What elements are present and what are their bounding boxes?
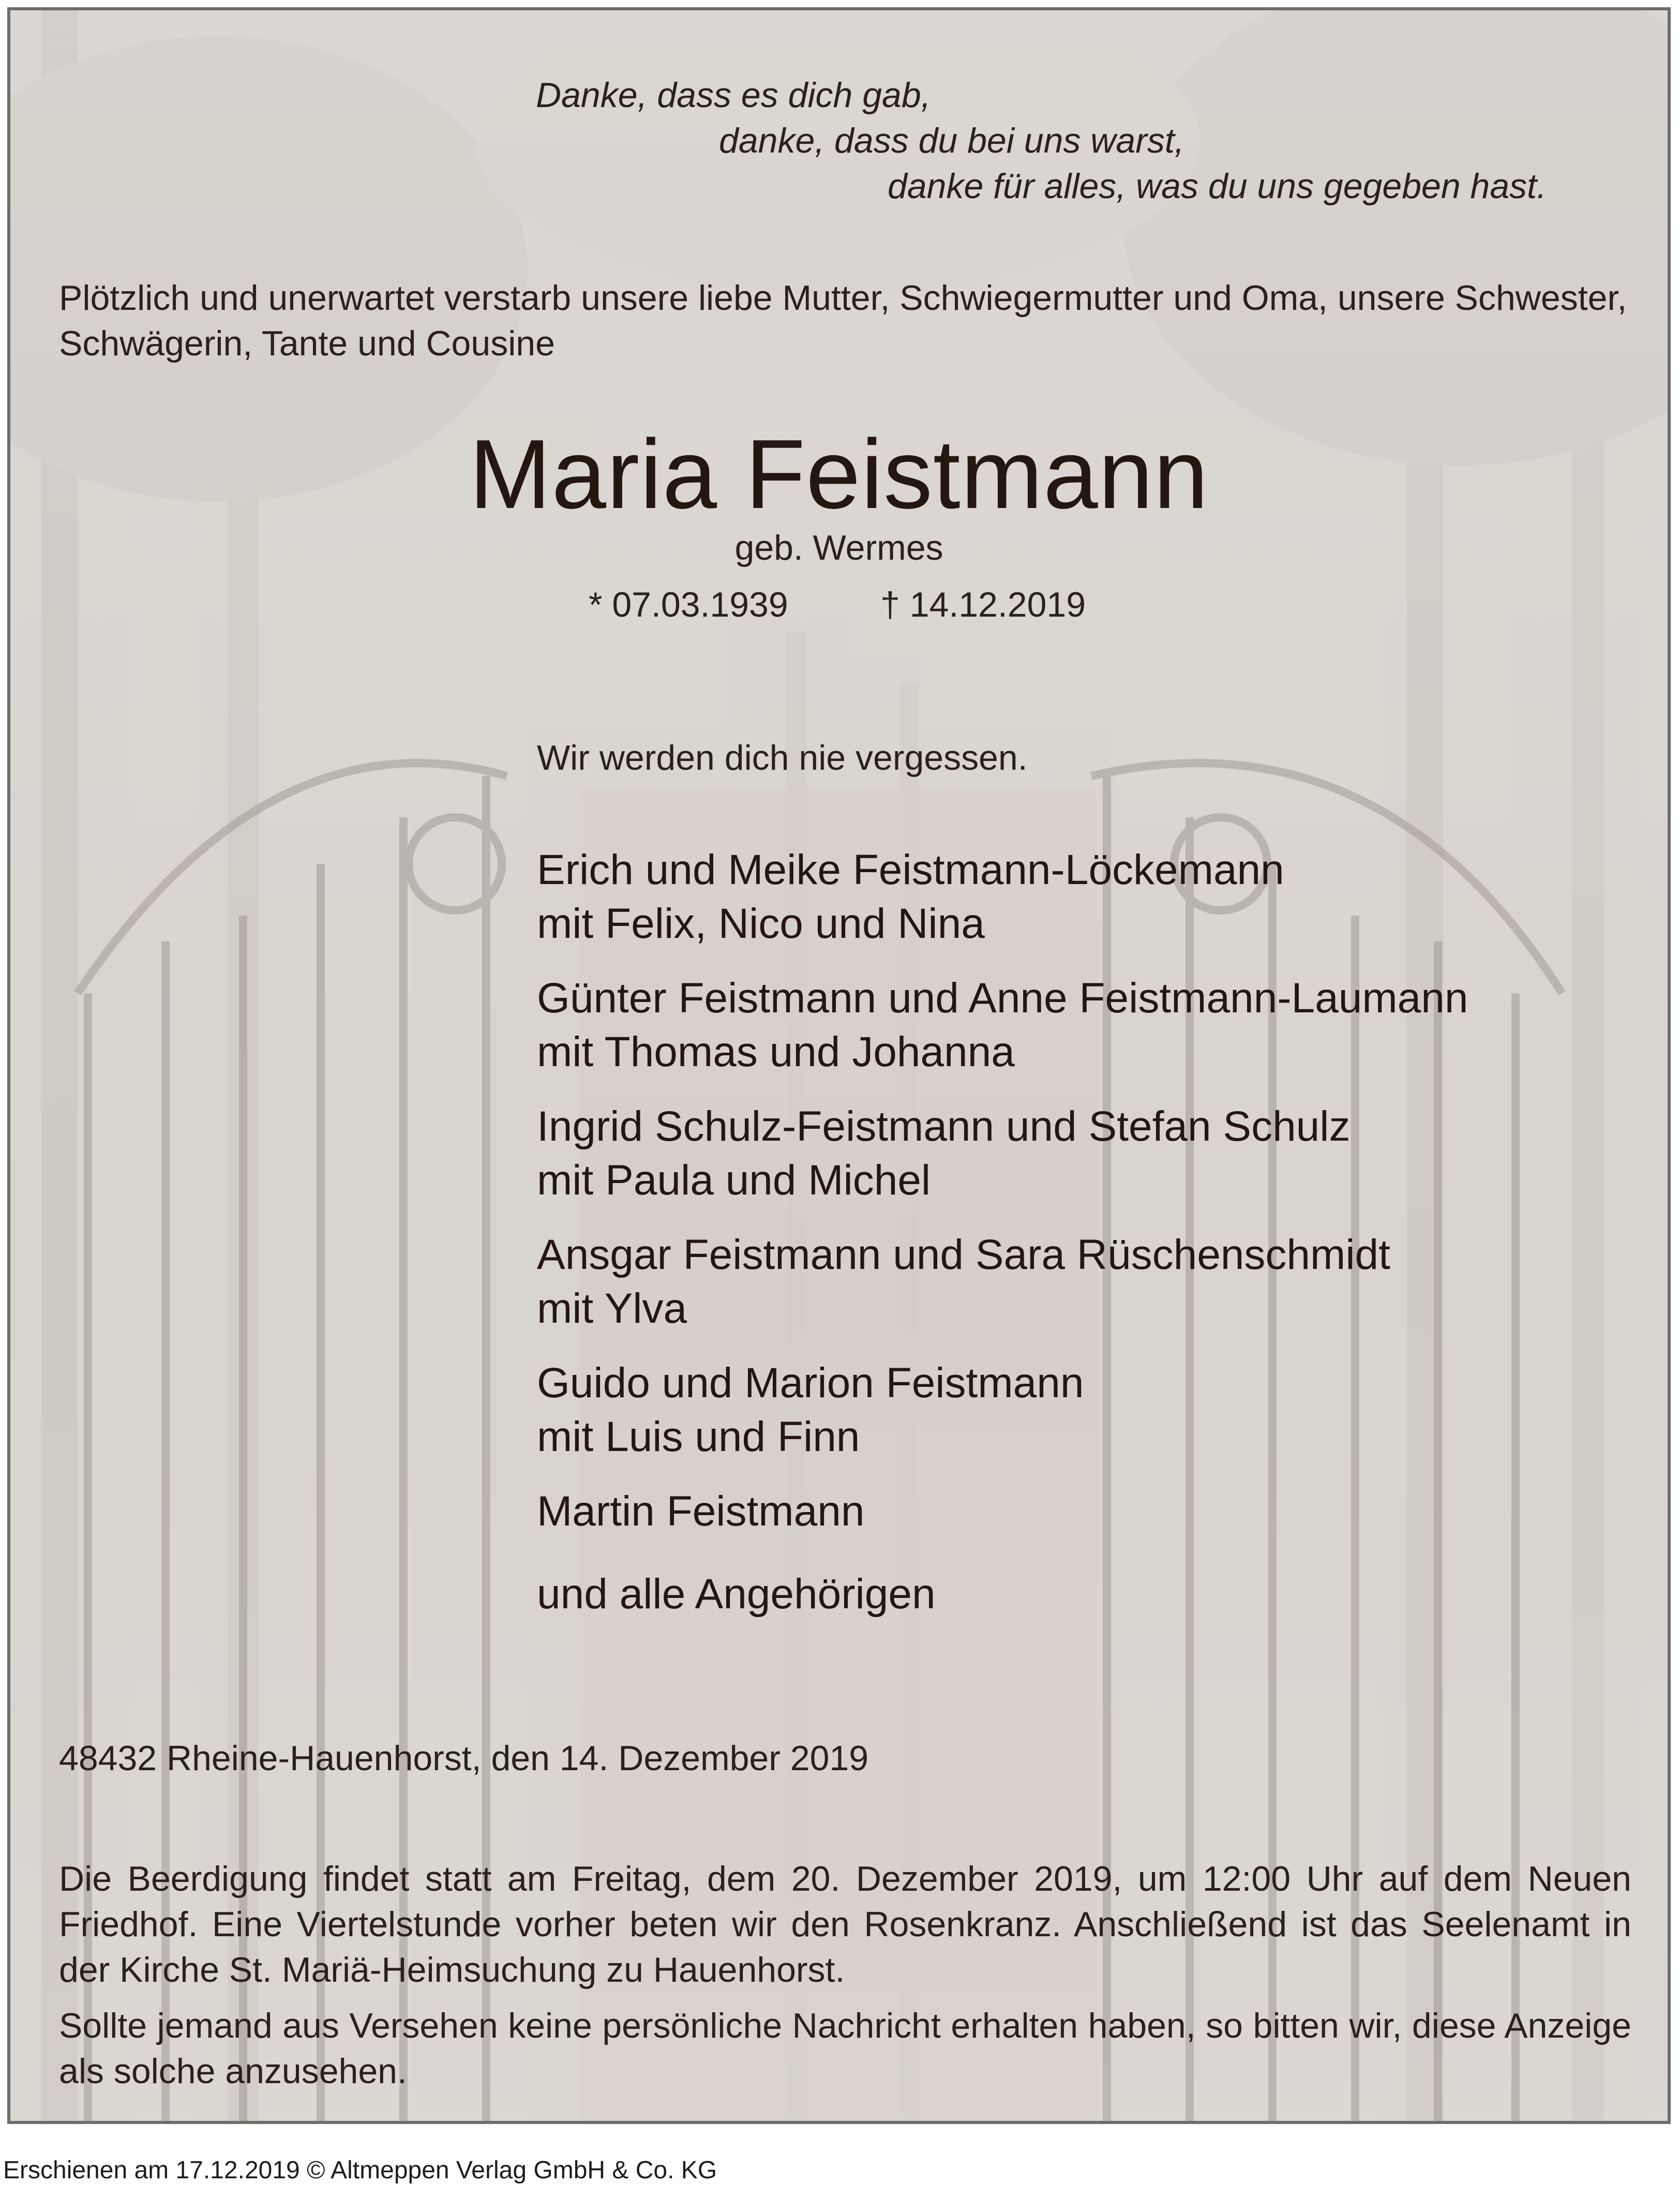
family-entry-sub: mit Ylva <box>537 1285 687 1332</box>
funeral-info <box>59 1856 1631 2104</box>
family-entry <box>537 1228 1468 1336</box>
family-entry <box>537 1100 1468 1207</box>
birth-name: geb. Wermes <box>734 528 943 567</box>
family-list <box>537 843 1468 1642</box>
birth-date: * 07.03.1939 <box>589 585 788 624</box>
family-entry-main: Erich und Meike Feistmann-Löckemann <box>537 846 1284 893</box>
family-entry-main: Ingrid Schulz-Feistmann und Stefan Schulz <box>537 1103 1351 1150</box>
death-date: † 14.12.2019 <box>880 585 1086 624</box>
family-entry <box>537 843 1468 951</box>
quote-line-3: danke für alles, was du uns gegeben hast. <box>888 167 1547 206</box>
quote-line-1: Danke, dass es dich gab, <box>536 76 931 115</box>
family-entry-sub: mit Thomas und Johanna <box>537 1028 1015 1075</box>
family-entry-main: Martin Feistmann <box>537 1488 865 1535</box>
publication-footer: Erschienen am 17.12.2019 © Altmeppen Verlag GmbH & Co. KG <box>3 2157 717 2184</box>
family-entry-sub: mit Luis und Finn <box>537 1413 860 1460</box>
family-entry <box>537 1567 1468 1621</box>
intro-text: Plötzlich und unerwartet verstarb unsere liebe Mutter, Schwiegermutter und Oma, unsere Schwester, Schwägerin, Tante und Cousine <box>59 278 1627 363</box>
family-entry-main: Guido und Marion Feistmann <box>537 1359 1084 1407</box>
deceased-name: Maria Feistmann <box>469 420 1209 529</box>
family-entry <box>537 971 1468 1079</box>
family-entry-main: und alle Angehörigen <box>537 1570 936 1618</box>
family-entry <box>537 1485 1468 1538</box>
family-entry-sub: mit Paula und Michel <box>537 1157 931 1204</box>
notice-paragraph: Sollte jemand aus Versehen keine persönliche Nachricht erhalten haben, so bitten wir, diese Anzeige als solche anzusehen. <box>59 2006 1631 2091</box>
family-entry-main: Ansgar Feistmann und Sara Rüschenschmidt <box>537 1231 1390 1278</box>
quote-line-2: danke, dass du bei uns warst, <box>719 121 1184 160</box>
funeral-paragraph: Die Beerdigung findet statt am Freitag, dem 20. Dezember 2019, um 12:00 Uhr auf dem Neuen Friedhof. Eine Viertelstunde vorher beten wir den Rosenkranz. Anschließend ist das Seelenamt in der Kirche St. Mariä-Heimsuchung zu Hauenhorst. <box>59 1859 1631 1989</box>
family-entry-sub: mit Felix, Nico und Nina <box>537 900 985 947</box>
motto: Wir werden dich nie vergessen. <box>537 738 1028 777</box>
place-date: 48432 Rheine-Hauenhorst, den 14. Dezember 2019 <box>59 1739 869 1778</box>
family-entry-main: Günter Feistmann und Anne Feistmann-Laumann <box>537 975 1468 1022</box>
family-entry <box>537 1356 1468 1464</box>
obituary-notice <box>7 7 1671 2124</box>
